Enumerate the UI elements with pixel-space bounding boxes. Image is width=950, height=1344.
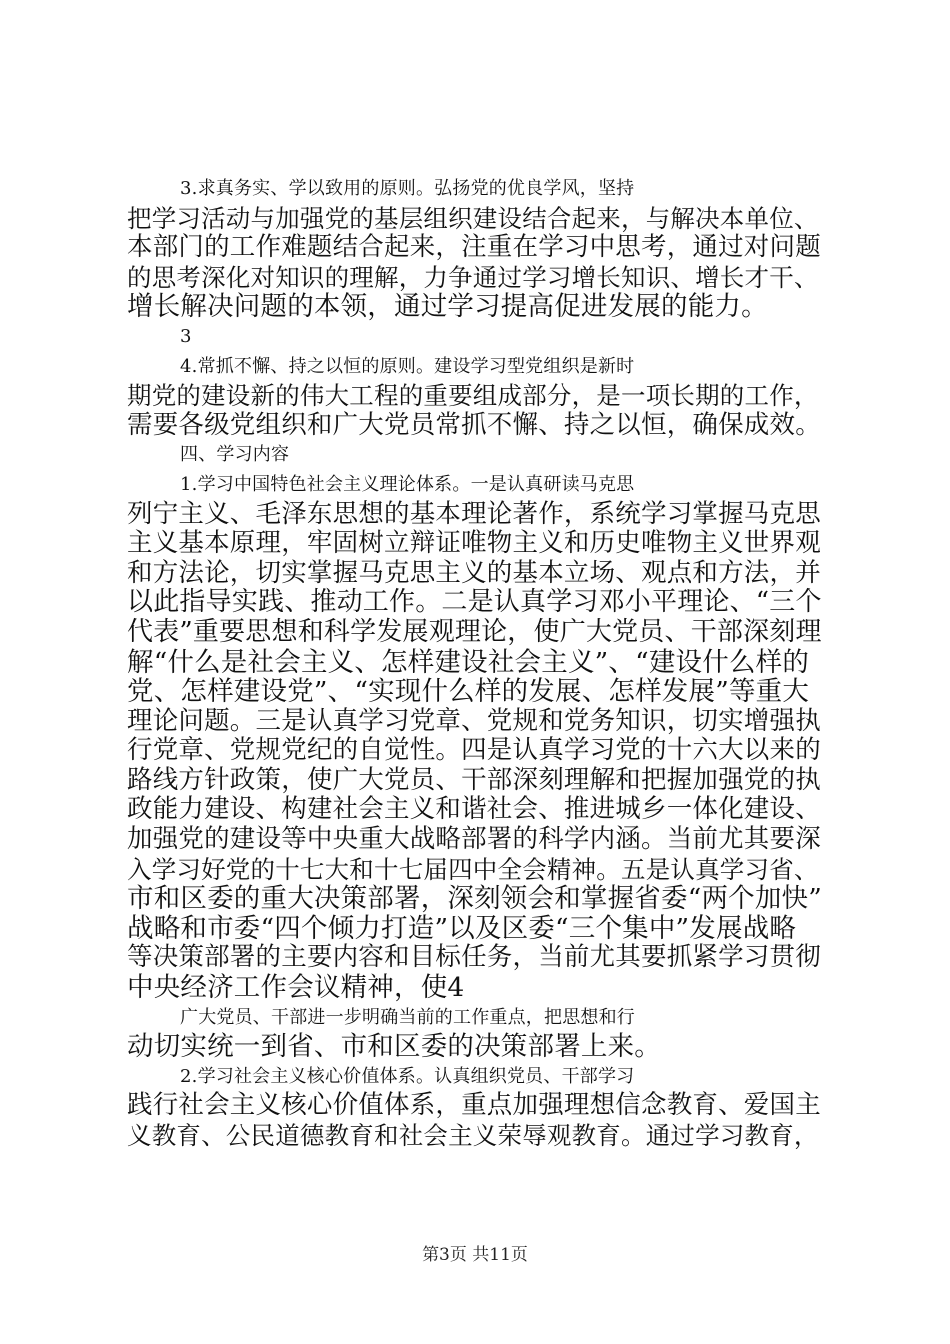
text-line: 行党章、党规党纪的自觉性。四是认真学习党的十六大以来的 xyxy=(127,735,821,766)
document-body xyxy=(127,174,827,1151)
text-line: 四、学习内容 xyxy=(180,444,290,466)
text-line: 政能力建设、构建社会主义和谐社会、推进城乡一体化建设、 xyxy=(127,794,821,825)
text-line: 路线方针政策，使广大党员、干部深刻理解和把握加强党的执 xyxy=(127,764,821,795)
text-line: 战略和市委“四个倾力打造”以及区委“三个集中”发展战略 xyxy=(127,912,797,944)
text-line: 增长解决问题的本领，通过学习提高促进发展的能力。 xyxy=(127,291,768,323)
text-line: 2.学习社会主义核心价值体系。认真组织党员、干部学习 xyxy=(180,1065,635,1087)
text-line: 和方法论，切实掌握马克思主义的基本立场、观点和方法，并 xyxy=(127,557,821,588)
text-line: 需要各级党组织和广大党员常抓不懈、持之以恒，确保成效。 xyxy=(127,409,821,440)
text-line: 1.学习中国特色社会主义理论体系。一是认真研读马克思 xyxy=(180,473,635,495)
text-line: 加强党的建设等中央重大战略部署的科学内涵。当前尤其要深 xyxy=(127,824,821,855)
text-line: 党、怎样建设党”、“实现什么样的发展、怎样发展”等重大 xyxy=(127,676,810,708)
text-line: 列宁主义、毛泽东思想的基本理论著作，系统学习掌握马克思 xyxy=(127,498,821,529)
text-line: 中央经济工作会议精神，使4 xyxy=(127,972,465,1004)
text-line: 的思考深化对知识的理解，力争通过学习增长知识、增长才干、 xyxy=(127,262,819,292)
text-line: 3 xyxy=(180,325,192,347)
text-line: 践行社会主义核心价值体系，重点加强理想信念教育、爱国主 xyxy=(127,1090,821,1121)
text-line: 广大党员、干部进一步明确当前的工作重点，把思想和行 xyxy=(180,1006,635,1028)
text-line: 4.常抓不懈、持之以恒的原则。建设学习型党组织是新时 xyxy=(180,355,635,377)
text-line: 入学习好党的十七大和十七届四中全会精神。五是认真学习省、 xyxy=(127,854,819,884)
text-line: 期党的建设新的伟大工程的重要组成部分，是一项长期的工作， xyxy=(127,381,819,411)
text-line: 动切实统一到省、市和区委的决策部署上来。 xyxy=(127,1031,661,1063)
page-footer: 第3页 共11页 xyxy=(422,1245,528,1265)
text-line: 市和区委的重大决策部署，深刻领会和掌握省委“两个加快” xyxy=(127,883,822,915)
text-line: 本部门的工作难题结合起来，注重在学习中思考，通过对问题 xyxy=(127,232,821,263)
text-line: 等决策部署的主要内容和目标任务，当前尤其要抓紧学习贯彻 xyxy=(127,942,821,973)
text-line: 解“什么是社会主义、怎样建设社会主义”、“建设什么样的 xyxy=(127,646,810,678)
text-line: 把学习活动与加强党的基层组织建设结合起来，与解决本单位、 xyxy=(127,203,819,233)
text-line: 代表”重要思想和科学发展观理论，使广大党员、干部深刻理 xyxy=(127,616,822,647)
text-line: 义教育、公民道德教育和社会主义荣辱观教育。通过学习教育， xyxy=(127,1121,819,1150)
text-line: 理论问题。三是认真学习党章、党规和党务知识，切实增强执 xyxy=(127,705,821,736)
text-line: 以此指导实践、推动工作。二是认真学习邓小平理论、“三个 xyxy=(127,587,822,618)
text-line: 主义基本原理，牢固树立辩证唯物主义和历史唯物主义世界观 xyxy=(127,528,821,559)
text-line: 3.求真务实、学以致用的原则。弘扬党的优良学风，坚持 xyxy=(180,178,635,199)
